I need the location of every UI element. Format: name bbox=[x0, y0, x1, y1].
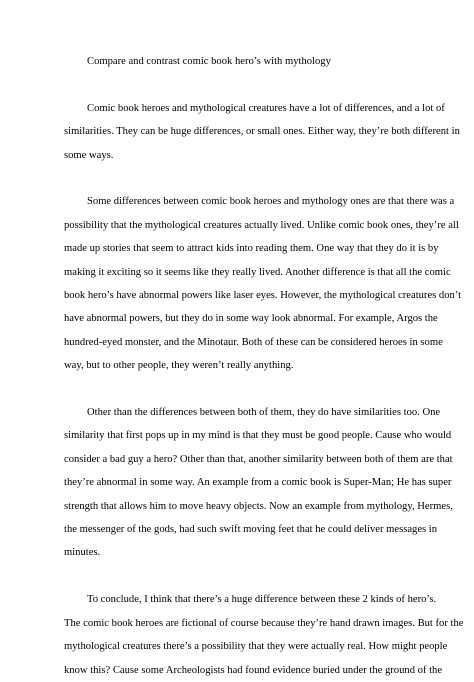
text-line: possibility that the mythological creatures actually lived. Unlike comic book ones, they’re all bbox=[64, 219, 459, 231]
paragraph-intro bbox=[64, 97, 460, 167]
paragraph-differences bbox=[64, 190, 462, 377]
essay-title: Compare and contrast comic book hero’s with mythology bbox=[87, 56, 331, 67]
text-line: Other than the differences between both of them, they do have similarities too. One bbox=[87, 407, 441, 419]
text-line: Comic book heroes and mythological creatures have a lot of differences, and a lot of bbox=[87, 102, 445, 114]
paragraph-conclusion bbox=[64, 588, 464, 682]
text-line: hundred-eyed monster, and the Minotaur. Both of these can be considered heroes in some bbox=[64, 336, 443, 348]
text-line: similarity that first pops up in my mind is that they must be good people. Cause who would bbox=[64, 430, 452, 442]
text-line: know this? Cause some Archeologists had found evidence buried under the ground of the bbox=[64, 664, 443, 676]
text-line: the messenger of the gods, had such swift moving feet that he could deliver messages in bbox=[64, 524, 438, 536]
text-line: The comic book heroes are fictional of course because they’re hand drawn images. But for the bbox=[64, 617, 464, 629]
text-line: they’re abnormal in some way. An example from a comic book is Super-Man; He has super bbox=[64, 477, 452, 489]
paragraph-similarities bbox=[64, 401, 453, 565]
text-line: consider a bad guy a hero? Other than that, another similarity between both of them are that bbox=[64, 453, 453, 465]
text-line: To conclude, I think that there’s a huge difference between these 2 kinds of hero’s. bbox=[87, 594, 437, 606]
text-line: strength that allows him to move heavy objects. Now an example from mythology, Hermes, bbox=[64, 500, 453, 512]
text-line: mythological creatures there’s a possibility that they were actually real. How might people bbox=[64, 641, 448, 653]
text-line: minutes. bbox=[64, 547, 101, 559]
text-line: have abnormal powers, but they do in some way look abnormal. For example, Argos the bbox=[64, 313, 438, 325]
text-line: made up stories that seem to attract kids into reading them. One way that they do it is by bbox=[64, 243, 439, 255]
text-line: book hero’s have abnormal powers like laser eyes. However, the mythological creatures don’t bbox=[64, 290, 462, 302]
text-line: some ways. bbox=[64, 149, 114, 161]
text-line: making it exciting so it seems like they really lived. Another difference is that all the comic bbox=[64, 266, 451, 278]
text-line: Some differences between comic book heroes and mythology ones are that there was a bbox=[87, 196, 455, 208]
text-line: way, but to other people, they weren’t really anything. bbox=[64, 360, 294, 372]
text-line: similarities. They can be huge differences, or small ones. Either way, they’re both different in bbox=[64, 126, 460, 138]
